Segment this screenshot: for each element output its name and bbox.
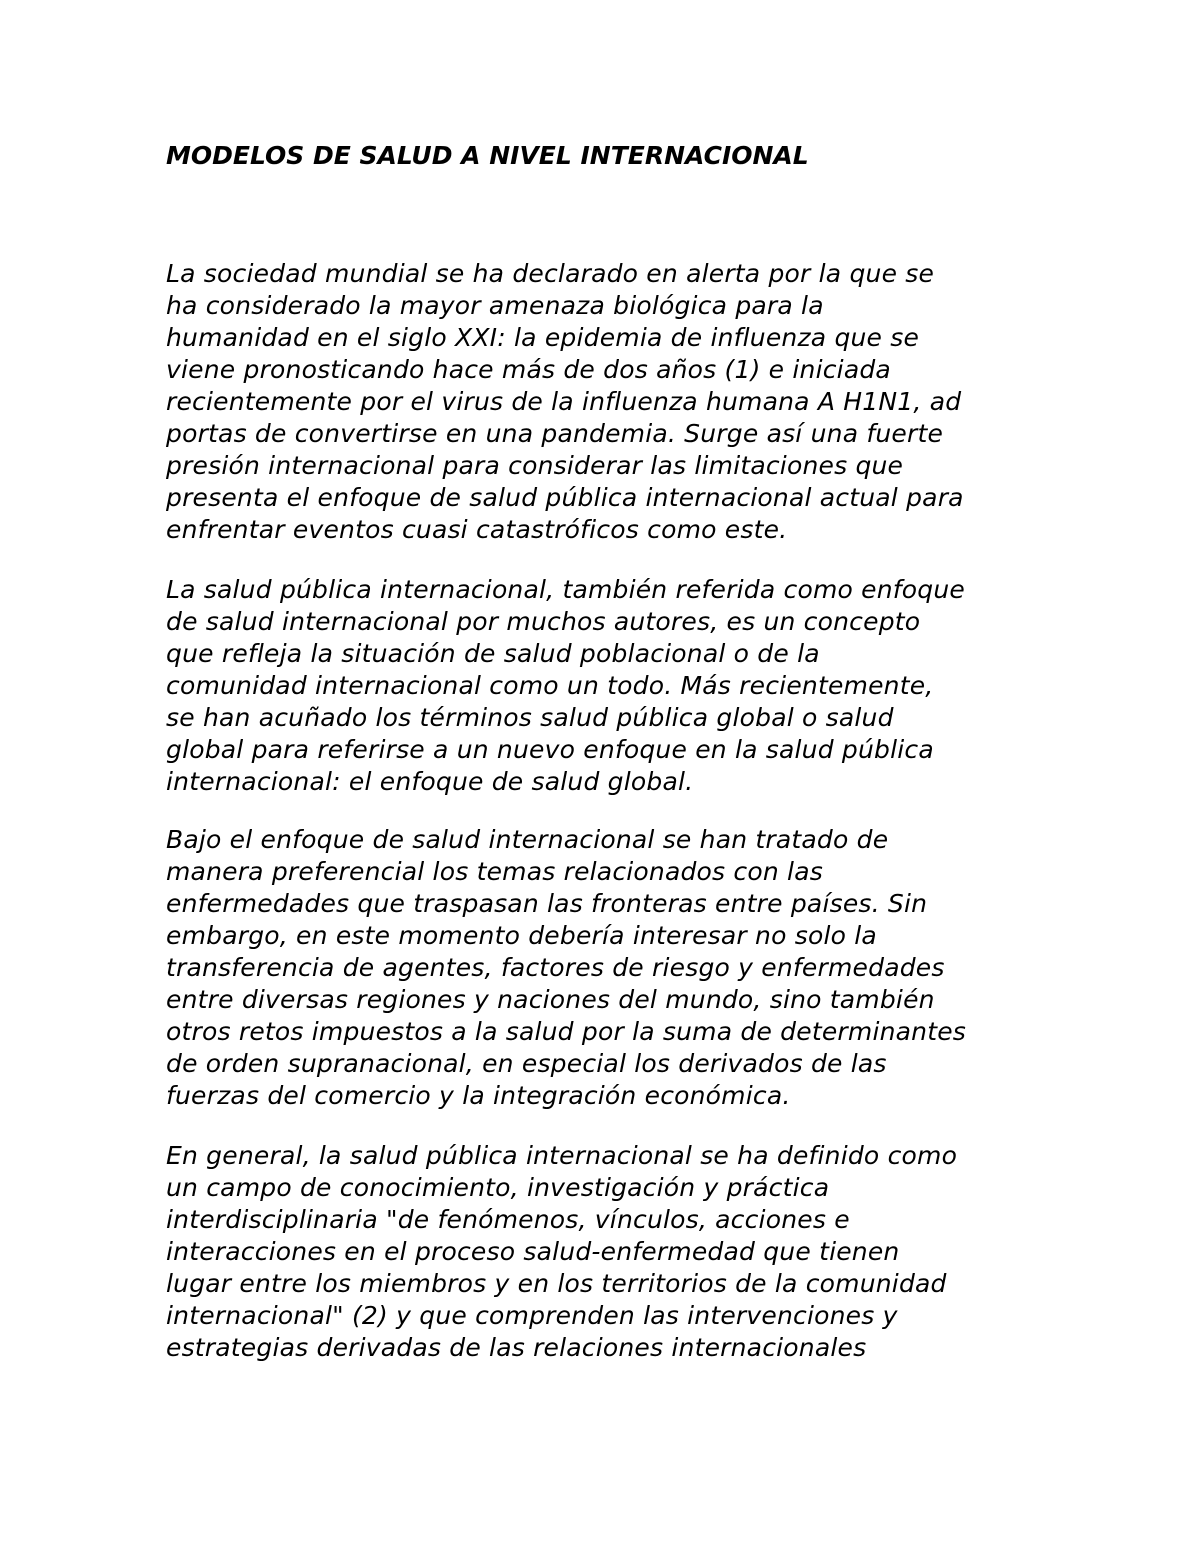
text-line: internacional" (2) y que comprenden las intervenciones y — [166, 1301, 898, 1330]
text-line: En general, la salud pública internacional se ha definido como — [166, 1141, 958, 1170]
text-line: presión internacional para considerar las limitaciones que — [166, 451, 904, 480]
text-line: se han acuñado los términos salud pública global o salud — [166, 703, 894, 732]
text-line: de salud internacional por muchos autores, es un concepto — [166, 607, 921, 636]
text-line: La sociedad mundial se ha declarado en alerta por la que se — [166, 259, 935, 288]
text-line: embargo, en este momento debería interesar no solo la — [166, 921, 877, 950]
text-line: transferencia de agentes, factores de riesgo y enfermedades — [166, 953, 945, 982]
text-line: de orden supranacional, en especial los derivados de las — [166, 1049, 887, 1078]
paragraph — [166, 258, 1046, 546]
text-line: comunidad internacional como un todo. Más recientemente, — [166, 671, 934, 700]
text-line: un campo de conocimiento, investigación y práctica — [166, 1173, 830, 1202]
text-line: global para referirse a un nuevo enfoque en la salud pública — [166, 735, 934, 764]
text-line: ha considerado la mayor amenaza biológica para la — [166, 291, 824, 320]
document-title: MODELOS DE SALUD A NIVEL INTERNACIONAL — [166, 141, 809, 170]
text-line: fuerzas del comercio y la integración económica. — [166, 1081, 791, 1110]
paragraph — [166, 574, 1046, 798]
text-line: internacional: el enfoque de salud global. — [166, 767, 694, 796]
text-line: entre diversas regiones y naciones del mundo, sino también — [166, 985, 935, 1014]
text-line: viene pronosticando hace más de dos años (1) e iniciada — [166, 355, 891, 384]
text-line: estrategias derivadas de las relaciones internacionales — [166, 1333, 867, 1362]
text-line: presenta el enfoque de salud pública internacional actual para — [166, 483, 964, 512]
text-line: que refleja la situación de salud poblacional o de la — [166, 639, 820, 668]
text-line: enfermedades que traspasan las fronteras entre países. Sin — [166, 889, 928, 918]
text-line: humanidad en el siglo XXI: la epidemia de influenza que se — [166, 323, 920, 352]
text-line: enfrentar eventos cuasi catastróficos como este. — [166, 515, 788, 544]
text-line: recientemente por el virus de la influenza humana A H1N1, ad — [166, 387, 962, 416]
text-line: interacciones en el proceso salud-enfermedad que tienen — [166, 1237, 900, 1266]
text-line: interdisciplinaria "de fenómenos, vínculos, acciones e — [166, 1205, 850, 1234]
text-line: lugar entre los miembros y en los territorios de la comunidad — [166, 1269, 947, 1298]
text-line: Bajo el enfoque de salud internacional se han tratado de — [166, 825, 889, 854]
text-line: portas de convertirse en una pandemia. Surge así una fuerte — [166, 419, 944, 448]
text-line: otros retos impuestos a la salud por la suma de determinantes — [166, 1017, 967, 1046]
paragraph — [166, 824, 1046, 1112]
paragraph — [166, 1140, 1046, 1364]
text-line: La salud pública internacional, también referida como enfoque — [166, 575, 965, 604]
text-line: manera preferencial los temas relacionados con las — [166, 857, 823, 886]
